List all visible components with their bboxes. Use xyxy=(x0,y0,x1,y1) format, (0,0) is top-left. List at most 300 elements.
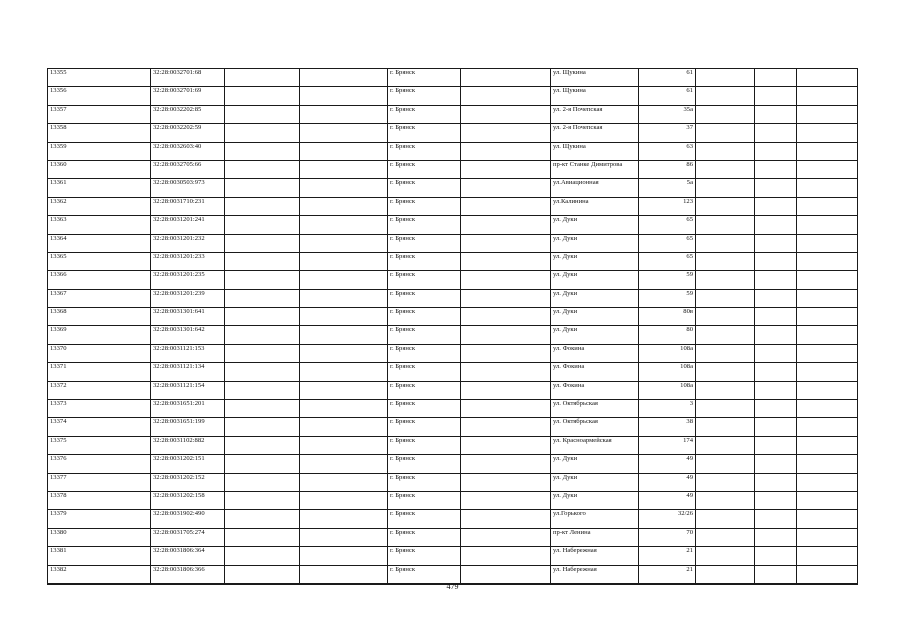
city-cell: г. Брянск xyxy=(388,160,461,178)
table-row xyxy=(48,289,858,307)
table-row xyxy=(48,491,858,509)
cadastral-number-cell: 32:28:0031651:201 xyxy=(151,400,225,418)
empty-cell xyxy=(797,473,858,491)
empty-cell xyxy=(461,400,551,418)
row-id-cell: 13374 xyxy=(48,418,151,436)
empty-cell xyxy=(461,105,551,123)
empty-cell xyxy=(797,326,858,344)
empty-cell xyxy=(797,289,858,307)
empty-cell xyxy=(755,234,797,252)
street-cell: ул. Октябрьская xyxy=(551,418,639,436)
empty-cell xyxy=(755,289,797,307)
city-cell: г. Брянск xyxy=(388,179,461,197)
empty-cell xyxy=(225,381,300,399)
empty-cell xyxy=(755,124,797,142)
city-cell: г. Брянск xyxy=(388,547,461,565)
empty-cell xyxy=(225,142,300,160)
street-cell: ул. Октябрьская xyxy=(551,400,639,418)
row-id-cell: 13366 xyxy=(48,271,151,289)
empty-cell xyxy=(696,271,755,289)
street-cell: ул. Дуки xyxy=(551,491,639,509)
empty-cell xyxy=(696,418,755,436)
street-cell: ул. Дуки xyxy=(551,326,639,344)
empty-cell xyxy=(225,455,300,473)
empty-cell xyxy=(300,124,388,142)
row-id-cell: 13372 xyxy=(48,381,151,399)
empty-cell xyxy=(755,547,797,565)
cadastral-number-cell: 32:28:0031121:154 xyxy=(151,381,225,399)
house-number-cell: 3 xyxy=(639,400,696,418)
empty-cell xyxy=(461,87,551,105)
cadastral-number-cell: 32:28:0031102:882 xyxy=(151,436,225,454)
empty-cell xyxy=(225,124,300,142)
empty-cell xyxy=(225,326,300,344)
empty-cell xyxy=(696,326,755,344)
empty-cell xyxy=(797,510,858,528)
table-row xyxy=(48,547,858,565)
house-number-cell: 63 xyxy=(639,142,696,160)
empty-cell xyxy=(300,197,388,215)
empty-cell xyxy=(797,160,858,178)
row-id-cell: 13363 xyxy=(48,216,151,234)
empty-cell xyxy=(225,289,300,307)
empty-cell xyxy=(225,510,300,528)
empty-cell xyxy=(461,344,551,362)
city-cell: г. Брянск xyxy=(388,436,461,454)
empty-cell xyxy=(755,418,797,436)
row-id-cell: 13379 xyxy=(48,510,151,528)
street-cell: ул. Дуки xyxy=(551,234,639,252)
table-row xyxy=(48,142,858,160)
empty-cell xyxy=(225,69,300,87)
empty-cell xyxy=(225,344,300,362)
empty-cell xyxy=(696,179,755,197)
empty-cell xyxy=(300,326,388,344)
empty-cell xyxy=(461,271,551,289)
empty-cell xyxy=(755,510,797,528)
empty-cell xyxy=(461,418,551,436)
empty-cell xyxy=(225,547,300,565)
table-row xyxy=(48,400,858,418)
page-number: 479 xyxy=(446,582,459,591)
empty-cell xyxy=(225,528,300,546)
cadastral-number-cell: 32:28:0031201:241 xyxy=(151,216,225,234)
street-cell: ул. Щукина xyxy=(551,87,639,105)
empty-cell xyxy=(755,105,797,123)
cadastral-number-cell: 32:28:0031301:642 xyxy=(151,326,225,344)
empty-cell xyxy=(755,252,797,270)
empty-cell xyxy=(755,528,797,546)
empty-cell xyxy=(696,510,755,528)
empty-cell xyxy=(225,418,300,436)
empty-cell xyxy=(797,105,858,123)
cadastral-number-cell: 32:28:0031710:231 xyxy=(151,197,225,215)
empty-cell xyxy=(300,473,388,491)
cadastral-number-cell: 32:28:0031902:490 xyxy=(151,510,225,528)
empty-cell xyxy=(300,289,388,307)
empty-cell xyxy=(797,418,858,436)
street-cell: ул. Дуки xyxy=(551,455,639,473)
empty-cell xyxy=(755,69,797,87)
empty-cell xyxy=(797,252,858,270)
empty-cell xyxy=(696,400,755,418)
street-cell: ул. Фокина xyxy=(551,344,639,362)
registry-table xyxy=(47,68,858,585)
row-id-cell: 13358 xyxy=(48,124,151,142)
empty-cell xyxy=(797,87,858,105)
table-row xyxy=(48,344,858,362)
cadastral-number-cell: 32:28:0031121:153 xyxy=(151,344,225,362)
cadastral-number-cell: 32:28:0032701:68 xyxy=(151,69,225,87)
empty-cell xyxy=(797,491,858,509)
city-cell: г. Брянск xyxy=(388,400,461,418)
empty-cell xyxy=(300,344,388,362)
cadastral-number-cell: 32:28:0030503:973 xyxy=(151,179,225,197)
row-id-cell: 13380 xyxy=(48,528,151,546)
row-id-cell: 13359 xyxy=(48,142,151,160)
empty-cell xyxy=(696,142,755,160)
city-cell: г. Брянск xyxy=(388,455,461,473)
empty-cell xyxy=(300,69,388,87)
house-number-cell: 108а xyxy=(639,381,696,399)
cadastral-number-cell: 32:28:0032202:59 xyxy=(151,124,225,142)
row-id-cell: 13370 xyxy=(48,344,151,362)
row-id-cell: 13365 xyxy=(48,252,151,270)
empty-cell xyxy=(225,216,300,234)
empty-cell xyxy=(755,344,797,362)
cadastral-number-cell: 32:28:0031201:235 xyxy=(151,271,225,289)
table-row xyxy=(48,510,858,528)
cadastral-number-cell: 32:28:0031201:239 xyxy=(151,289,225,307)
street-cell: ул. Щукина xyxy=(551,69,639,87)
row-id-cell: 13356 xyxy=(48,87,151,105)
empty-cell xyxy=(755,473,797,491)
empty-cell xyxy=(225,271,300,289)
table-row xyxy=(48,271,858,289)
empty-cell xyxy=(797,344,858,362)
cadastral-number-cell: 32:28:0032603:40 xyxy=(151,142,225,160)
empty-cell xyxy=(755,436,797,454)
empty-cell xyxy=(225,179,300,197)
empty-cell xyxy=(461,124,551,142)
empty-cell xyxy=(300,491,388,509)
table-row xyxy=(48,381,858,399)
empty-cell xyxy=(797,142,858,160)
empty-cell xyxy=(461,473,551,491)
empty-cell xyxy=(696,455,755,473)
row-id-cell: 13367 xyxy=(48,289,151,307)
street-cell: ул. Фокина xyxy=(551,363,639,381)
empty-cell xyxy=(461,142,551,160)
empty-cell xyxy=(225,363,300,381)
empty-cell xyxy=(225,197,300,215)
empty-cell xyxy=(696,252,755,270)
house-number-cell: 108а xyxy=(639,344,696,362)
empty-cell xyxy=(696,547,755,565)
empty-cell xyxy=(461,491,551,509)
empty-cell xyxy=(300,179,388,197)
empty-cell xyxy=(755,216,797,234)
house-number-cell: 65 xyxy=(639,252,696,270)
house-number-cell: 49 xyxy=(639,491,696,509)
row-id-cell: 13357 xyxy=(48,105,151,123)
empty-cell xyxy=(461,160,551,178)
empty-cell xyxy=(755,363,797,381)
empty-cell xyxy=(755,455,797,473)
row-id-cell: 13382 xyxy=(48,565,151,584)
empty-cell xyxy=(696,197,755,215)
empty-cell xyxy=(755,381,797,399)
city-cell: г. Брянск xyxy=(388,289,461,307)
empty-cell xyxy=(461,179,551,197)
street-cell: ул. Набережная xyxy=(551,547,639,565)
table-row xyxy=(48,436,858,454)
empty-cell xyxy=(300,234,388,252)
city-cell: г. Брянск xyxy=(388,142,461,160)
house-number-cell: 59 xyxy=(639,271,696,289)
empty-cell xyxy=(461,363,551,381)
city-cell: г. Брянск xyxy=(388,87,461,105)
cadastral-number-cell: 32:28:0031202:152 xyxy=(151,473,225,491)
empty-cell xyxy=(696,528,755,546)
cadastral-number-cell: 32:28:0031651:199 xyxy=(151,418,225,436)
house-number-cell: 80в xyxy=(639,308,696,326)
city-cell: г. Брянск xyxy=(388,473,461,491)
empty-cell xyxy=(696,491,755,509)
empty-cell xyxy=(696,69,755,87)
house-number-cell: 61 xyxy=(639,87,696,105)
street-cell: ул. Дуки xyxy=(551,252,639,270)
street-cell: ул. Дуки xyxy=(551,473,639,491)
house-number-cell: 70 xyxy=(639,528,696,546)
table-row xyxy=(48,528,858,546)
table-row xyxy=(48,124,858,142)
empty-cell xyxy=(696,363,755,381)
empty-cell xyxy=(797,234,858,252)
empty-cell xyxy=(797,436,858,454)
empty-cell xyxy=(225,234,300,252)
street-cell: ул.Калинина xyxy=(551,197,639,215)
cadastral-number-cell: 32:28:0031202:158 xyxy=(151,491,225,509)
city-cell: г. Брянск xyxy=(388,308,461,326)
city-cell: г. Брянск xyxy=(388,528,461,546)
empty-cell xyxy=(225,491,300,509)
city-cell: г. Брянск xyxy=(388,124,461,142)
street-cell: ул. Набережная xyxy=(551,565,639,584)
cadastral-number-cell: 32:28:0031201:233 xyxy=(151,252,225,270)
city-cell: г. Брянск xyxy=(388,491,461,509)
empty-cell xyxy=(461,234,551,252)
empty-cell xyxy=(696,344,755,362)
street-cell: ул. Дуки xyxy=(551,216,639,234)
empty-cell xyxy=(300,510,388,528)
empty-cell xyxy=(461,436,551,454)
empty-cell xyxy=(300,252,388,270)
empty-cell xyxy=(696,289,755,307)
table-row xyxy=(48,87,858,105)
table-row xyxy=(48,418,858,436)
empty-cell xyxy=(461,308,551,326)
empty-cell xyxy=(755,308,797,326)
city-cell: г. Брянск xyxy=(388,252,461,270)
empty-cell xyxy=(300,455,388,473)
empty-cell xyxy=(461,528,551,546)
street-cell: ул. Фокина xyxy=(551,381,639,399)
street-cell: ул. 2-я Почепская xyxy=(551,105,639,123)
empty-cell xyxy=(797,363,858,381)
empty-cell xyxy=(755,326,797,344)
empty-cell xyxy=(461,455,551,473)
row-id-cell: 13371 xyxy=(48,363,151,381)
street-cell: ул. Дуки xyxy=(551,271,639,289)
empty-cell xyxy=(755,160,797,178)
empty-cell xyxy=(300,400,388,418)
empty-cell xyxy=(225,400,300,418)
street-cell: ул. Красноармейская xyxy=(551,436,639,454)
empty-cell xyxy=(797,547,858,565)
row-id-cell: 13368 xyxy=(48,308,151,326)
table-row xyxy=(48,216,858,234)
table-row xyxy=(48,363,858,381)
empty-cell xyxy=(300,308,388,326)
house-number-cell: 21 xyxy=(639,547,696,565)
city-cell: г. Брянск xyxy=(388,344,461,362)
city-cell: г. Брянск xyxy=(388,197,461,215)
empty-cell xyxy=(755,271,797,289)
table-row xyxy=(48,197,858,215)
row-id-cell: 13355 xyxy=(48,69,151,87)
row-id-cell: 13362 xyxy=(48,197,151,215)
cadastral-number-cell: 32:28:0031121:134 xyxy=(151,363,225,381)
house-number-cell: 49 xyxy=(639,473,696,491)
table-row xyxy=(48,160,858,178)
empty-cell xyxy=(225,308,300,326)
table-row xyxy=(48,473,858,491)
empty-cell xyxy=(797,124,858,142)
house-number-cell: 65 xyxy=(639,216,696,234)
empty-cell xyxy=(300,271,388,289)
cadastral-number-cell: 32:28:0031301:641 xyxy=(151,308,225,326)
empty-cell xyxy=(755,197,797,215)
empty-cell xyxy=(797,308,858,326)
empty-cell xyxy=(225,160,300,178)
empty-cell xyxy=(461,289,551,307)
empty-cell xyxy=(755,179,797,197)
house-number-cell: 86 xyxy=(639,160,696,178)
empty-cell xyxy=(300,528,388,546)
house-number-cell: 174 xyxy=(639,436,696,454)
street-cell: ул.Горького xyxy=(551,510,639,528)
city-cell: г. Брянск xyxy=(388,565,461,584)
empty-cell xyxy=(797,216,858,234)
street-cell: ул. 2-я Почепская xyxy=(551,124,639,142)
house-number-cell: 59 xyxy=(639,289,696,307)
cadastral-number-cell: 32:28:0031806:366 xyxy=(151,565,225,584)
city-cell: г. Брянск xyxy=(388,363,461,381)
empty-cell xyxy=(696,436,755,454)
city-cell: г. Брянск xyxy=(388,326,461,344)
empty-cell xyxy=(461,510,551,528)
house-number-cell: 38 xyxy=(639,418,696,436)
row-id-cell: 13369 xyxy=(48,326,151,344)
empty-cell xyxy=(300,436,388,454)
empty-cell xyxy=(300,105,388,123)
empty-cell xyxy=(755,142,797,160)
row-id-cell: 13376 xyxy=(48,455,151,473)
street-cell: пр-кт Ленина xyxy=(551,528,639,546)
house-number-cell: 80 xyxy=(639,326,696,344)
empty-cell xyxy=(797,400,858,418)
empty-cell xyxy=(300,363,388,381)
house-number-cell: 108а xyxy=(639,363,696,381)
empty-cell xyxy=(300,547,388,565)
empty-cell xyxy=(300,160,388,178)
empty-cell xyxy=(797,455,858,473)
city-cell: г. Брянск xyxy=(388,381,461,399)
street-cell: ул.Авиационная xyxy=(551,179,639,197)
cadastral-number-cell: 32:28:0031202:151 xyxy=(151,455,225,473)
empty-cell xyxy=(225,436,300,454)
table-body xyxy=(48,69,858,584)
empty-cell xyxy=(696,124,755,142)
street-cell: пр-кт Станке Димитрова xyxy=(551,160,639,178)
cadastral-number-cell: 32:28:0032705:66 xyxy=(151,160,225,178)
row-id-cell: 13360 xyxy=(48,160,151,178)
row-id-cell: 13364 xyxy=(48,234,151,252)
empty-cell xyxy=(300,381,388,399)
house-number-cell: 123 xyxy=(639,197,696,215)
empty-cell xyxy=(696,87,755,105)
empty-cell xyxy=(461,381,551,399)
empty-cell xyxy=(696,160,755,178)
empty-cell xyxy=(755,87,797,105)
empty-cell xyxy=(225,252,300,270)
house-number-cell: 49 xyxy=(639,455,696,473)
empty-cell xyxy=(461,252,551,270)
table-row xyxy=(48,455,858,473)
city-cell: г. Брянск xyxy=(388,69,461,87)
empty-cell xyxy=(300,87,388,105)
empty-cell xyxy=(461,197,551,215)
table-row xyxy=(48,252,858,270)
empty-cell xyxy=(225,473,300,491)
empty-cell xyxy=(797,381,858,399)
cadastral-number-cell: 32:28:0032701:69 xyxy=(151,87,225,105)
street-cell: ул. Дуки xyxy=(551,289,639,307)
table-row xyxy=(48,69,858,87)
cadastral-number-cell: 32:28:0032202:85 xyxy=(151,105,225,123)
street-cell: ул. Щукина xyxy=(551,142,639,160)
house-number-cell: 5а xyxy=(639,179,696,197)
empty-cell xyxy=(461,216,551,234)
empty-cell xyxy=(696,473,755,491)
empty-cell xyxy=(797,197,858,215)
empty-cell xyxy=(300,142,388,160)
row-id-cell: 13361 xyxy=(48,179,151,197)
house-number-cell: 35а xyxy=(639,105,696,123)
house-number-cell: 65 xyxy=(639,234,696,252)
empty-cell xyxy=(797,528,858,546)
city-cell: г. Брянск xyxy=(388,234,461,252)
city-cell: г. Брянск xyxy=(388,216,461,234)
empty-cell xyxy=(696,381,755,399)
city-cell: г. Брянск xyxy=(388,271,461,289)
empty-cell xyxy=(696,234,755,252)
cadastral-number-cell: 32:28:0031201:232 xyxy=(151,234,225,252)
empty-cell xyxy=(300,418,388,436)
empty-cell xyxy=(696,105,755,123)
row-id-cell: 13378 xyxy=(48,491,151,509)
